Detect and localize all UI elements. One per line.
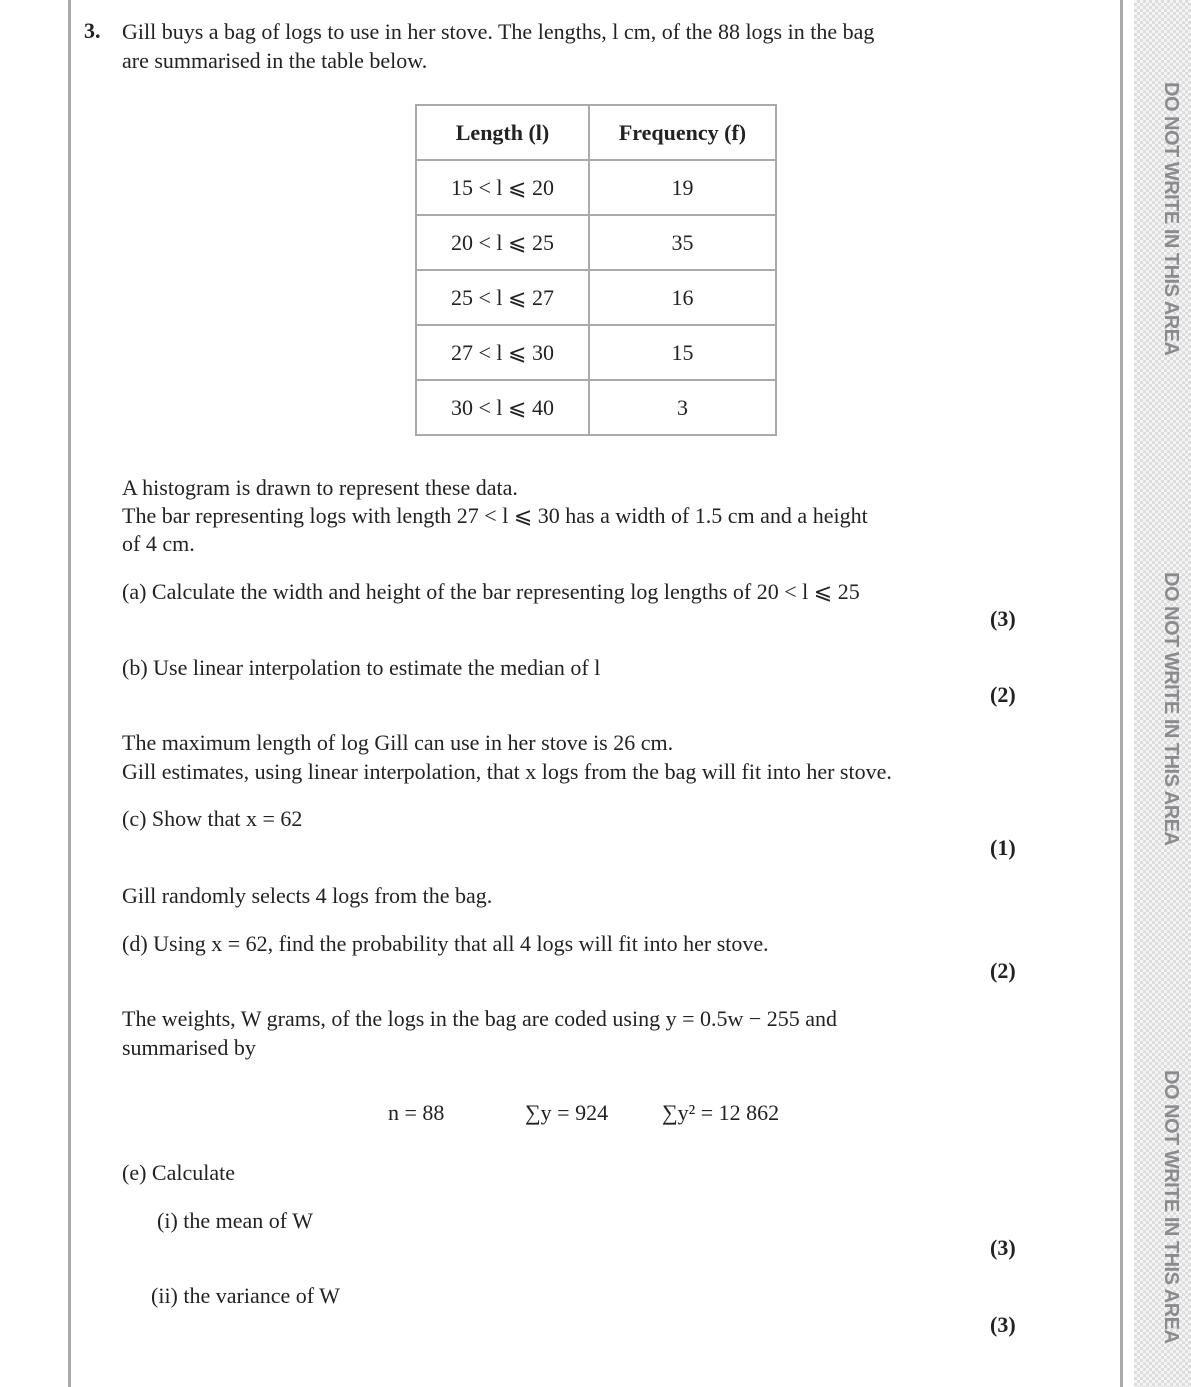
part-d-text: (d) Using x = 62, find the probability that all 4 logs will fit into her stove. [122,931,769,956]
length-cell: 30 < l ⩽ 40 [416,380,589,435]
frequency-cell: 15 [589,325,776,380]
part-b-marks: (2) [990,682,1016,707]
part-e-i-marks: (3) [990,1235,1016,1260]
part-a-marks: (3) [990,606,1016,631]
histogram-text: The bar representing logs with length 27 < l ⩽ 30 has a width of 1.5 cm and a height [122,503,868,528]
column-header-frequency: Frequency (f) [589,105,776,160]
length-cell: 15 < l ⩽ 20 [416,160,589,215]
table-header-row [416,105,776,160]
stove-text: Gill estimates, using linear interpolation, that x logs from the bag will fit into her stove. [122,759,892,784]
stove-text: The maximum length of log Gill can use in her stove is 26 cm. [122,730,674,755]
part-c-text: (c) Show that x = 62 [122,806,303,831]
part-e-i-text: (i) the mean of W [157,1208,313,1233]
part-e-ii-text: (ii) the variance of W [151,1283,340,1308]
frequency-cell: 3 [589,380,776,435]
part-e-text: (e) Calculate [122,1160,235,1185]
part-c-marks: (1) [990,835,1016,860]
frequency-cell: 19 [589,160,776,215]
length-cell: 25 < l ⩽ 27 [416,270,589,325]
table-row [416,215,776,270]
left-margin-line [68,0,71,1387]
table-row [416,325,776,380]
part-e-ii-marks: (3) [990,1312,1016,1337]
margin-warning: DO NOT WRITE IN THIS AREA [1160,1070,1182,1344]
frequency-cell: 35 [589,215,776,270]
histogram-text: of 4 cm. [122,531,195,556]
table-row [416,270,776,325]
length-cell: 20 < l ⩽ 25 [416,215,589,270]
weights-text: The weights, W grams, of the logs in the bag are coded using y = 0.5w − 255 and [122,1006,838,1031]
intro-text: are summarised in the table below. [122,48,428,73]
part-a-text: (a) Calculate the width and height of the bar representing log lengths of 20 < l ⩽ 25 [122,579,860,604]
stat-n: n = 88 [388,1100,445,1125]
stat-sum-y: ∑y = 924 [525,1100,609,1125]
frequency-table [415,104,777,436]
table-row [416,380,776,435]
table-row [416,160,776,215]
select-text: Gill randomly selects 4 logs from the bag. [122,883,493,908]
margin-warning: DO NOT WRITE IN THIS AREA [1160,82,1182,356]
frequency-cell: 16 [589,270,776,325]
part-d-marks: (2) [990,958,1016,983]
length-cell: 27 < l ⩽ 30 [416,325,589,380]
weights-text: summarised by [122,1035,256,1060]
question-number: 3. [84,18,101,43]
part-b-text: (b) Use linear interpolation to estimate the median of l [122,655,601,680]
right-margin-line [1120,0,1123,1387]
stat-sum-y-squared: ∑y² = 12 862 [662,1100,780,1125]
histogram-text: A histogram is drawn to represent these data. [122,475,518,500]
margin-warning: DO NOT WRITE IN THIS AREA [1160,572,1182,846]
column-header-length: Length (l) [416,105,589,160]
intro-text: Gill buys a bag of logs to use in her stove. The lengths, l cm, of the 88 logs in the bag [122,19,875,44]
